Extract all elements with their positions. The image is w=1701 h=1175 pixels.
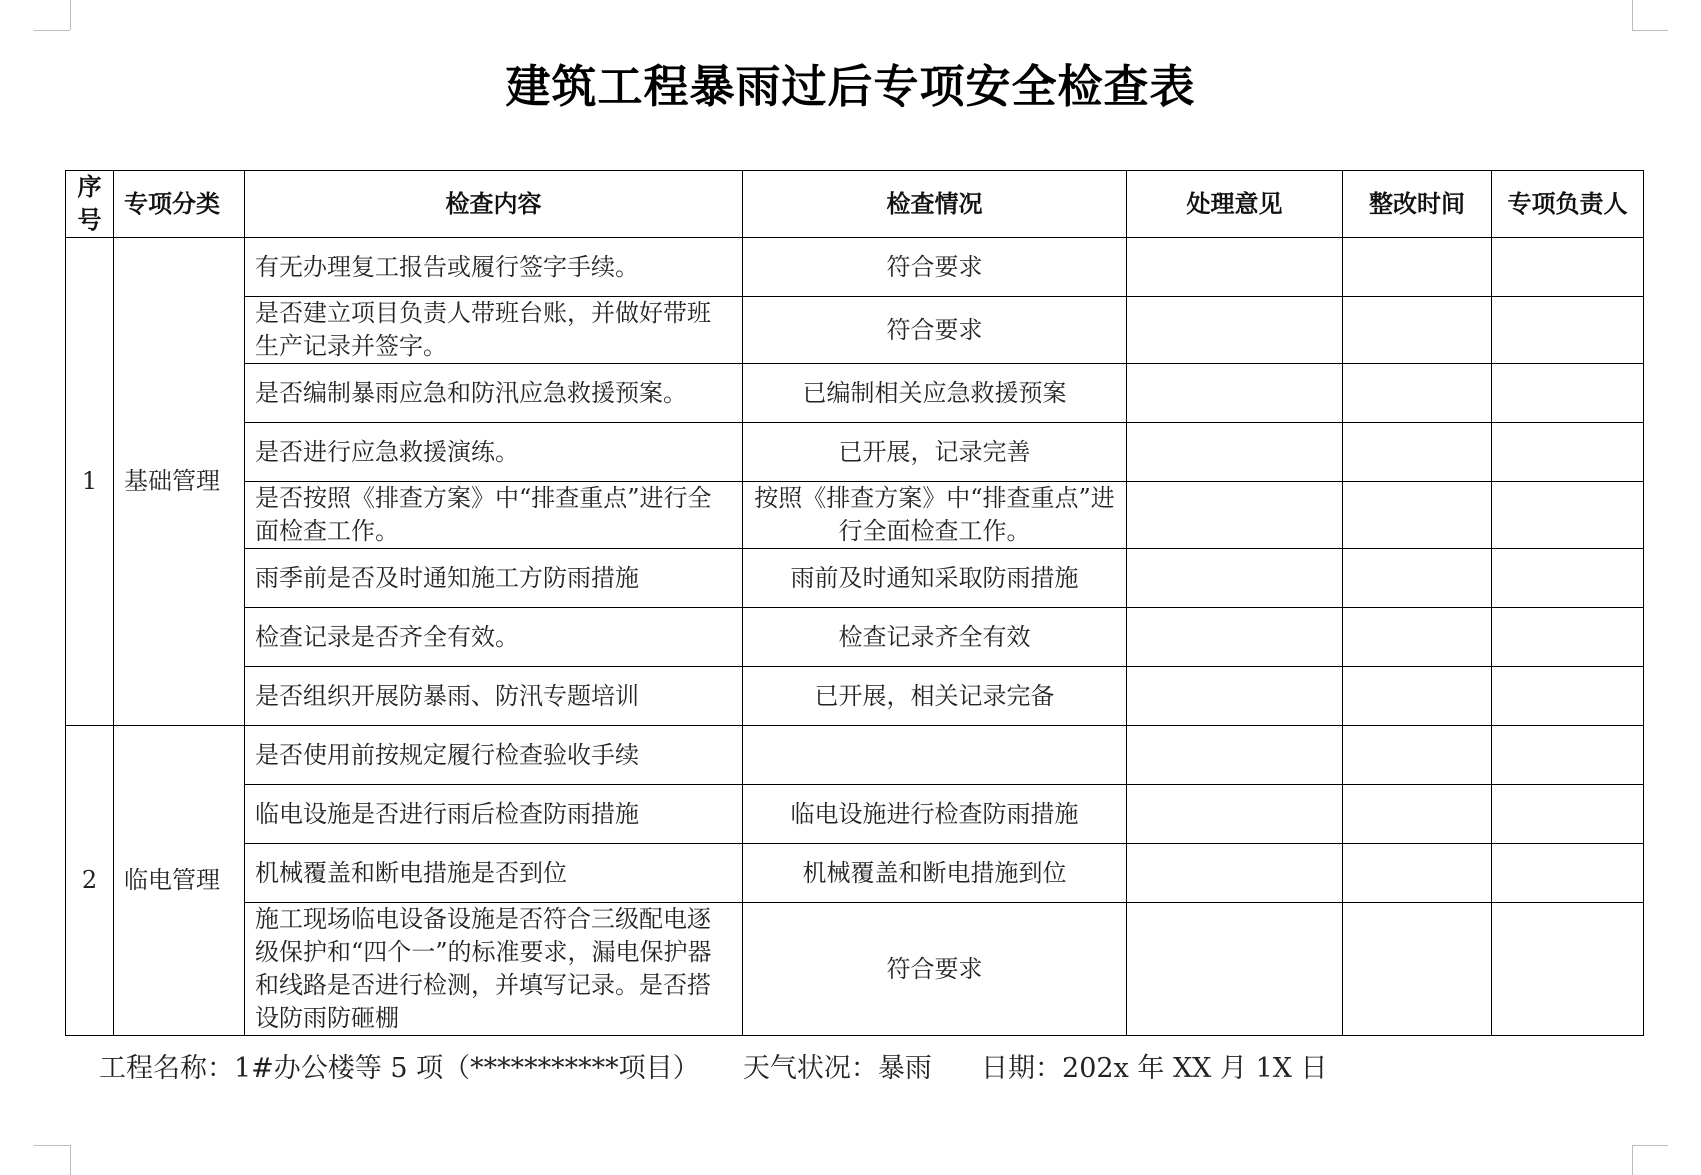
rectify-time-cell[interactable] <box>1343 667 1492 726</box>
crop-mark <box>70 1145 71 1175</box>
responsible-cell[interactable] <box>1492 785 1644 844</box>
header-opinion: 处理意见 <box>1127 171 1343 238</box>
table-row <box>66 297 1644 364</box>
header-row <box>66 171 1644 238</box>
check-content: 是否进行应急救援演练。 <box>245 423 743 482</box>
responsible-cell[interactable] <box>1492 726 1644 785</box>
check-content: 是否按照《排查方案》中“排查重点”进行全面检查工作。 <box>245 482 743 549</box>
crop-mark <box>1632 1145 1668 1146</box>
check-status: 符合要求 <box>743 903 1127 1036</box>
opinion-cell[interactable] <box>1127 785 1343 844</box>
opinion-cell[interactable] <box>1127 903 1343 1036</box>
rectify-time-cell[interactable] <box>1343 903 1492 1036</box>
header-seq: 序号 <box>66 171 114 238</box>
footer-date: 日期：202x 年 XX 月 1X 日 <box>981 1053 1328 1084</box>
responsible-cell[interactable] <box>1492 903 1644 1036</box>
footer-project: 工程名称：1#办公楼等 5 项（***********项目） <box>99 1053 700 1084</box>
check-content: 检查记录是否齐全有效。 <box>245 608 743 667</box>
opinion-cell[interactable] <box>1127 608 1343 667</box>
rectify-time-cell[interactable] <box>1343 844 1492 903</box>
opinion-cell[interactable] <box>1127 238 1343 297</box>
table-row <box>66 608 1644 667</box>
crop-mark <box>1632 30 1668 31</box>
opinion-cell[interactable] <box>1127 549 1343 608</box>
opinion-cell[interactable] <box>1127 482 1343 549</box>
rectify-time-cell[interactable] <box>1343 549 1492 608</box>
check-status: 已编制相关应急救援预案 <box>743 364 1127 423</box>
header-rectify-time: 整改时间 <box>1343 171 1492 238</box>
inspection-table <box>65 170 1644 1036</box>
opinion-cell[interactable] <box>1127 423 1343 482</box>
section-seq: 2 <box>66 726 114 1036</box>
rectify-time-cell[interactable] <box>1343 297 1492 364</box>
table-row <box>66 726 1644 785</box>
section-category: 临电管理 <box>114 726 245 1036</box>
rectify-time-cell[interactable] <box>1343 423 1492 482</box>
section-category: 基础管理 <box>114 238 245 726</box>
opinion-cell[interactable] <box>1127 844 1343 903</box>
rectify-time-cell[interactable] <box>1343 364 1492 423</box>
responsible-cell[interactable] <box>1492 667 1644 726</box>
table-row <box>66 364 1644 423</box>
check-content: 是否使用前按规定履行检查验收手续 <box>245 726 743 785</box>
footer-info <box>99 1046 1328 1085</box>
responsible-cell[interactable] <box>1492 608 1644 667</box>
check-content: 雨季前是否及时通知施工方防雨措施 <box>245 549 743 608</box>
opinion-cell[interactable] <box>1127 667 1343 726</box>
table-row <box>66 903 1644 1036</box>
table-row <box>66 844 1644 903</box>
check-status[interactable] <box>743 726 1127 785</box>
check-content: 是否编制暴雨应急和防汛应急救援预案。 <box>245 364 743 423</box>
check-content: 机械覆盖和断电措施是否到位 <box>245 844 743 903</box>
table-row <box>66 423 1644 482</box>
table-row <box>66 785 1644 844</box>
rectify-time-cell[interactable] <box>1343 482 1492 549</box>
rectify-time-cell[interactable] <box>1343 608 1492 667</box>
responsible-cell[interactable] <box>1492 297 1644 364</box>
check-content: 施工现场临电设备设施是否符合三级配电逐级保护和“四个一”的标准要求，漏电保护器和线路是否进行检测，并填写记录。是否搭设防雨防砸棚 <box>245 903 743 1036</box>
responsible-cell[interactable] <box>1492 482 1644 549</box>
check-status: 临电设施进行检查防雨措施 <box>743 785 1127 844</box>
check-status: 符合要求 <box>743 297 1127 364</box>
rectify-time-cell[interactable] <box>1343 238 1492 297</box>
crop-mark <box>1632 0 1633 30</box>
rectify-time-cell[interactable] <box>1343 726 1492 785</box>
check-status: 符合要求 <box>743 238 1127 297</box>
opinion-cell[interactable] <box>1127 364 1343 423</box>
crop-mark <box>34 30 70 31</box>
crop-mark <box>34 1145 70 1146</box>
header-content: 检查内容 <box>245 171 743 238</box>
header-category: 专项分类 <box>114 171 245 238</box>
table-row <box>66 482 1644 549</box>
header-responsible: 专项负责人 <box>1492 171 1644 238</box>
check-content: 有无办理复工报告或履行签字手续。 <box>245 238 743 297</box>
check-content: 是否建立项目负责人带班台账，并做好带班生产记录并签字。 <box>245 297 743 364</box>
check-status: 按照《排查方案》中“排查重点”进行全面检查工作。 <box>743 482 1127 549</box>
check-status: 已开展，相关记录完备 <box>743 667 1127 726</box>
check-status: 已开展，记录完善 <box>743 423 1127 482</box>
footer-weather: 天气状况：暴雨 <box>742 1053 932 1084</box>
check-content: 临电设施是否进行雨后检查防雨措施 <box>245 785 743 844</box>
table-row <box>66 549 1644 608</box>
responsible-cell[interactable] <box>1492 844 1644 903</box>
crop-mark <box>70 0 71 30</box>
check-status: 机械覆盖和断电措施到位 <box>743 844 1127 903</box>
responsible-cell[interactable] <box>1492 238 1644 297</box>
rectify-time-cell[interactable] <box>1343 785 1492 844</box>
responsible-cell[interactable] <box>1492 549 1644 608</box>
crop-mark <box>1632 1145 1633 1175</box>
section-seq: 1 <box>66 238 114 726</box>
check-status: 检查记录齐全有效 <box>743 608 1127 667</box>
check-content: 是否组织开展防暴雨、防汛专题培训 <box>245 667 743 726</box>
check-status: 雨前及时通知采取防雨措施 <box>743 549 1127 608</box>
responsible-cell[interactable] <box>1492 423 1644 482</box>
opinion-cell[interactable] <box>1127 297 1343 364</box>
document-title: 建筑工程暴雨过后专项安全检查表 <box>505 60 1196 113</box>
opinion-cell[interactable] <box>1127 726 1343 785</box>
table-row <box>66 667 1644 726</box>
responsible-cell[interactable] <box>1492 364 1644 423</box>
header-status: 检查情况 <box>743 171 1127 238</box>
table-row <box>66 238 1644 297</box>
